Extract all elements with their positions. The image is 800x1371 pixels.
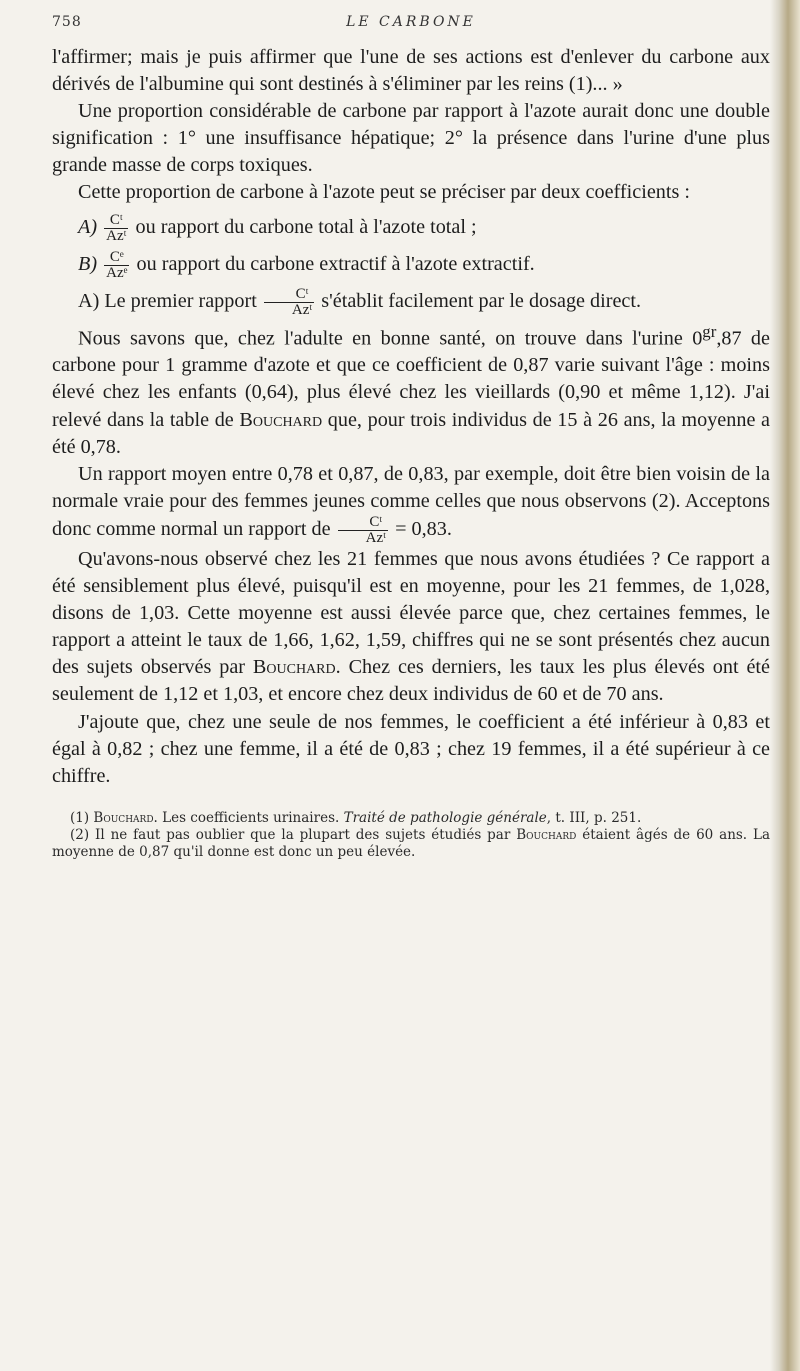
page-header [52, 14, 770, 44]
fraction-ct-azt [338, 515, 388, 546]
page-body [52, 44, 770, 790]
formula-a-label: A) [78, 215, 98, 238]
footnote-2 [52, 827, 770, 861]
formula-b-text: ou rapport du carbone extractif à l'azote extractif. [136, 252, 535, 275]
book-page [52, 14, 770, 861]
fraction-ct-azt [264, 287, 314, 318]
footnote-2-text-a: Il ne faut pas oublier que la plupart des sujets étudiés par [95, 826, 511, 843]
page-edge-shadow [770, 0, 800, 1371]
footnote-1 [52, 810, 770, 827]
fraction-ce-aze [104, 250, 129, 281]
footnote-number: (2) [70, 826, 90, 843]
fraction-denominator: Azᵗ [365, 529, 387, 546]
fraction-numerator: Cᵉ [104, 250, 129, 266]
paragraph-4-start: A) Le premier rapport [78, 289, 257, 312]
formula-a-text: ou rapport du carbone total à l'azote total ; [135, 215, 477, 238]
fraction-numerator: Cᵗ [338, 515, 388, 531]
fraction-ct-azt [104, 213, 128, 244]
author-name: Bouchard [93, 809, 154, 826]
paragraph-5-part-c: que, pour trois individus de 15 à 26 ans, la moyenne a été 0,78. [52, 408, 771, 458]
footnote-2-text-b: étaient âgés de 60 ans. La moyenne de 0,87 qu'il donne est donc un peu élevée. [52, 826, 771, 860]
page-number: 758 [52, 14, 82, 30]
paragraph-2: Une proportion considérable de carbone par rapport à l'azote aurait donc une double signification : 1° une insuffisance hépatique; 2° la présence dans l'urine d'une plus grande masse de corps toxiques. [52, 100, 770, 177]
paragraph-6-part-a: Un rapport moyen entre 0,78 et 0,87, de 0,83, par exemple, doit être bien voisin de la normale vraie pour des femmes jeunes comme celles que nous observons (2). Acceptons donc comme normal un rapport de [52, 462, 770, 541]
paragraph-5-part-b: ,87 de carbone pour 1 gramme d'azote et que ce coefficient de 0,87 varie suivant l'âge : moins élevé chez les enfants (0,64), plus élevé chez les vieillards (0,90 et même 1,12). J'ai relevé dans la table de [52, 327, 770, 431]
footnotes [52, 810, 770, 861]
paragraph-7 [52, 546, 770, 709]
author-name: Bouchard [239, 408, 323, 431]
footnote-number: (1) [70, 809, 90, 826]
fraction-numerator: Cᵗ [264, 287, 314, 303]
paragraph-5 [52, 318, 770, 461]
paragraph-4-end: s'établit facilement par le dosage direct. [321, 289, 642, 312]
paragraph-8: J'ajoute que, chez une seule de nos femmes, le coefficient a été inférieur à 0,83 et égal à 0,82 ; chez une femme, il a été de 0,83 ; chez 19 femmes, il a été supérieur à ce chiffre. [52, 710, 770, 787]
fraction-denominator: Azᵉ [106, 264, 128, 281]
formula-a [78, 213, 770, 244]
formula-b-label: B) [78, 252, 98, 275]
footnote-1-ref: , t. III, p. 251. [546, 809, 642, 826]
footnote-1-text: . Les coefficients urinaires. [153, 809, 340, 826]
footnote-1-title: Traité de pathologie générale [343, 809, 547, 826]
fraction-denominator: Azᵗ [106, 227, 127, 244]
fraction-numerator: Cᵗ [104, 213, 128, 229]
paragraph-7-part-a: Qu'avons-nous observé chez les 21 femmes que nous avons étudiées ? Ce rapport a été sensiblement plus élevé, puisqu'il est en moyenne, pour les 21 femmes, de 1,028, disons de 1,03. Cette moyenne est aussi élevée parce que, chez certaines femmes, le rapport a atteint le taux de 1,66, 1,62, 1,59, chiffres qui ne se sont présentés chez aucun des sujets observés par [52, 547, 770, 679]
paragraph-5-part-a: Nous savons que, chez l'adulte en bonne santé, on trouve dans l'urine 0 [78, 327, 703, 350]
unit-superscript: gr [702, 321, 717, 341]
paragraph-6 [52, 461, 770, 546]
paragraph-4 [52, 287, 770, 318]
paragraph-1: l'affirmer; mais je puis affirmer que l'une de ses actions est d'enlever du carbone aux dérivés de l'albumine qui sont destinés à s'éliminer par les reins (1)... » [52, 46, 770, 96]
paragraph-7-part-b: . Chez ces derniers, les taux les plus élevés ont été seulement de 1,12 et 1,03, et encore chez deux individus de 60 et de 70 ans. [52, 656, 771, 706]
author-name: Bouchard [252, 656, 336, 679]
paragraph-3: Cette proportion de carbone à l'azote peut se préciser par deux coefficients : [78, 181, 690, 204]
fraction-denominator: Azᵗ [291, 301, 313, 318]
running-title: LE CARBONE [346, 14, 476, 30]
formula-b [78, 250, 770, 281]
author-name: Bouchard [516, 826, 577, 843]
paragraph-6-part-b: = 0,83. [395, 518, 452, 541]
